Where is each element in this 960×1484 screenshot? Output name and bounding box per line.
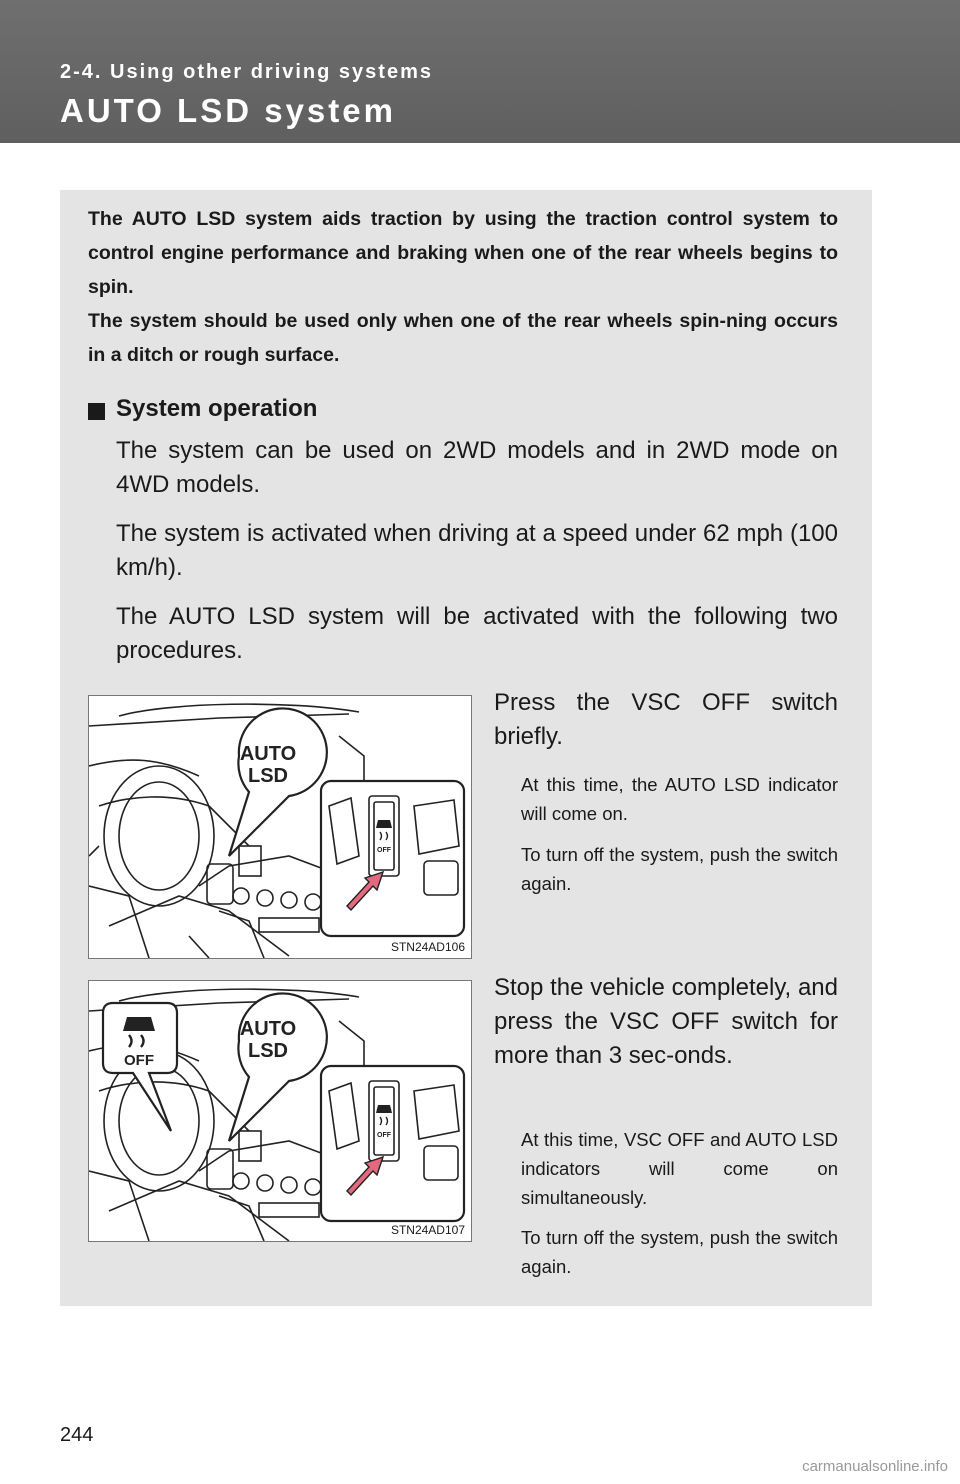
figure-code: STN24AD106 — [390, 940, 465, 954]
watermark: carmanualsonline.info — [802, 1458, 948, 1475]
callout-auto-text: AUTO — [239, 1018, 297, 1040]
section-label: 2-4. Using other driving systems — [60, 61, 433, 83]
operation-paragraph-3: The AUTO LSD system will be activated with the following two procedures. — [116, 603, 838, 664]
callout-lsd-text: LSD — [248, 1040, 288, 1062]
callout-bubble — [229, 993, 327, 1141]
vsc-off-label: OFF — [124, 1052, 154, 1069]
callout-auto-text: AUTO — [239, 743, 297, 765]
step-2-instruction: Stop the vehicle completely, and press the VSC OFF switch for more than 3 sec-onds. — [494, 974, 838, 1069]
switch-inset — [321, 1066, 464, 1221]
step-1-note-2: To turn off the system, push the switch again. — [521, 844, 838, 894]
operation-paragraph-2: The system is activated when driving at a speed under 62 mph (100 km/h). — [116, 520, 838, 581]
content-box — [60, 190, 872, 1306]
step-2-note-1: At this time, VSC OFF and AUTO LSD indicators will come on simultaneously. — [521, 1129, 838, 1208]
svg-text:OFF: OFF — [377, 847, 391, 854]
intro-paragraph-1: The AUTO LSD system aids traction by using the traction control system to control engine performance and braking when one of the rear wheels begins to spin. — [88, 208, 838, 298]
square-bullet-icon — [88, 403, 105, 420]
operation-paragraph-1: The system can be used on 2WD models and in 2WD mode on 4WD models. — [116, 437, 838, 498]
step-1-instruction: Press the VSC OFF switch briefly. — [494, 689, 838, 750]
page-number: 244 — [60, 1424, 94, 1446]
figure-vsc-off-switch-brief — [88, 695, 472, 959]
dashboard-illustration — [89, 696, 471, 958]
dashboard-illustration — [89, 981, 471, 1241]
intro-paragraph-2: The system should be used only when one of the rear wheels spin-ning occurs in a ditch or rough surface. — [88, 310, 838, 366]
figure-vsc-off-switch-hold — [88, 980, 472, 1242]
step-2-note-2: To turn off the system, push the switch again. — [521, 1227, 838, 1277]
step-1-note-1: At this time, the AUTO LSD indicator will come on. — [521, 774, 838, 824]
figure-code: STN24AD107 — [390, 1223, 465, 1237]
switch-inset — [321, 781, 464, 936]
callout-lsd-text: LSD — [248, 765, 288, 787]
page-header — [0, 0, 960, 143]
page-title: AUTO LSD system — [60, 92, 396, 129]
subheading-system-operation: System operation — [116, 395, 318, 422]
svg-text:OFF: OFF — [377, 1132, 391, 1139]
